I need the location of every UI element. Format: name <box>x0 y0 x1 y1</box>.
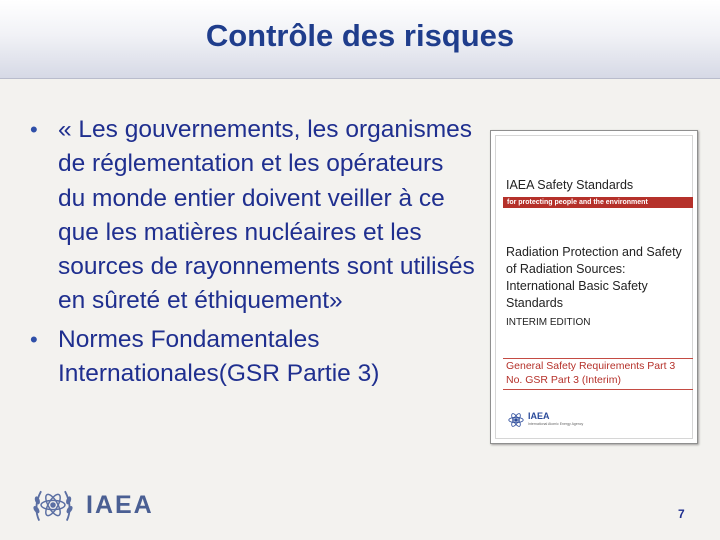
bullet-icon: • <box>30 117 38 142</box>
cover-tagline-bar <box>503 197 693 208</box>
cover-logo-text: IAEA <box>528 411 550 421</box>
cover-divider <box>503 358 693 359</box>
bullet-text: Normes Fondamentales Internationales(GSR Partie 3) <box>58 325 380 388</box>
bullet-icon: • <box>30 326 38 352</box>
iaea-logo-icon <box>507 411 525 429</box>
cover-tagline: for protecting people and the environment <box>507 199 648 206</box>
cover-logo-subtitle: International Atomic Energy Agency <box>528 422 584 426</box>
publication-cover <box>490 130 698 444</box>
cover-edition: INTERIM EDITION <box>506 317 591 328</box>
slide-title: Contrôle des risques <box>205 18 515 53</box>
title-bar <box>0 0 720 79</box>
footer-logo-text: IAEA <box>86 491 154 519</box>
bullet-item <box>30 323 475 392</box>
cover-title: Radiation Protection and Safety of Radiation Sources: International Basic Safety Standards <box>506 245 682 310</box>
cover-divider <box>503 389 693 390</box>
cover-part: General Safety Requirements Part 3 <box>506 360 676 372</box>
bullet-text: « Les gouvernements, les organismes de réglementation et les opérateurs du monde entier doivent veiller à ce que les matières nucléaires et les sources de rayonnements sont utilisés en sûreté et éthiquement» <box>58 116 475 315</box>
cover-number: No. GSR Part 3 (Interim) <box>506 374 621 386</box>
iaea-atom-laurel-icon <box>30 482 76 528</box>
cover-series: IAEA Safety Standards <box>506 178 634 192</box>
page-number: 7 <box>678 507 685 521</box>
bullet-item <box>30 113 475 319</box>
bullet-list <box>30 113 475 395</box>
